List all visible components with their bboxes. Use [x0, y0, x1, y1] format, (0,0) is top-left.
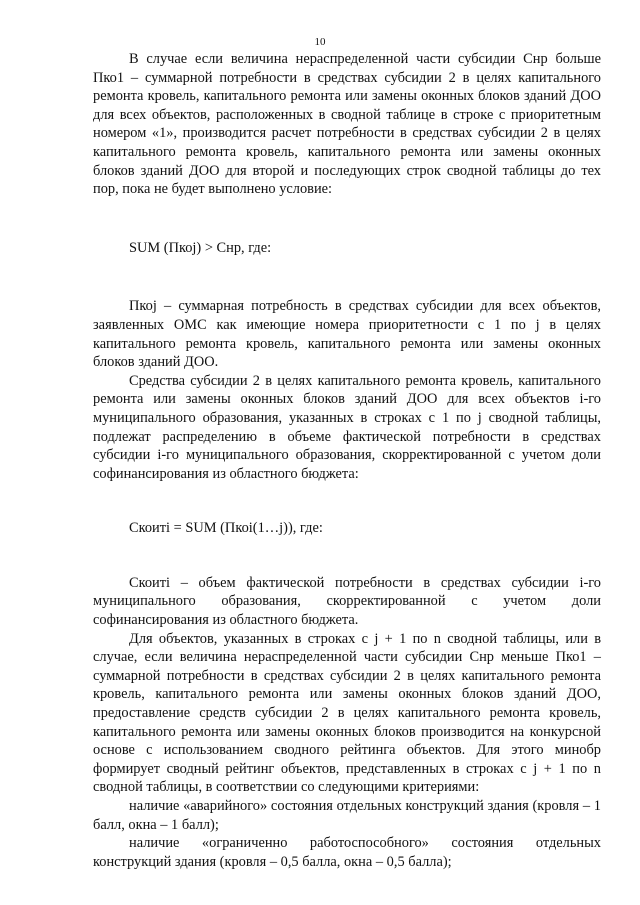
paragraph-subsidy-condition: В случае если величина нераспределенной части субсидии Снр больше Пко1 – суммарной потребности в средствах субсидии 2 в целях капитального ремонта кровель, капитального ремонта или замены оконных блоков зданий ДОО для всех объектов, расположенных в сводной таблице в строке с приоритетным номером «1», производится расчет потребности в средствах субсидии 2 в целях капитального ремонта кровель, капитального ремонта или замены оконных блоков зданий ДОО для второй и последующих строк сводной таблицы до тех пор, пока не будет выполнено условие:: [93, 51, 601, 198]
formula-sum-condition: SUM (Пкоj) > Снр, где:: [129, 239, 272, 256]
criterion-emergency-state: наличие «аварийного» состояния отдельных конструкций здания (кровля – 1 балл, окна – 1 балл);: [93, 798, 601, 833]
paragraph-subsidy-distribution: Средства субсидии 2 в целях капитального ремонта кровель, капитального ремонта или замены оконных блоков зданий ДОО для всех объектов i-го муниципального образования, указанных в строках с 1 по j сводной таблицы, подлежат распределению в объеме фактической потребности в средствах субсидии i-го муниципального образования, скорректированной с учетом доли софинансирования из областного бюджета:: [93, 372, 601, 482]
document-body: [93, 50, 601, 871]
paragraph-skoiti-definition: Скоиті – объем фактической потребности в средствах субсидии і-го муниципального образования, скорректированной с учетом доли софинансирования из областного бюджета.: [93, 574, 601, 629]
page-number: 10: [314, 36, 326, 48]
criterion-limited-state: наличие «ограниченно работоспособного» состояния отдельных конструкций здания (кровля – 0,5 балла, окна – 0,5 балла);: [93, 835, 601, 870]
formula-skoiti: Скоиті = SUM (Пкоі(1…j)), где:: [129, 520, 323, 537]
paragraph-competitive-basis: Для объектов, указанных в строках с j + 1 по n сводной таблицы, или в случае, если величина нераспределенной части субсидии Снр меньше Пко1 – суммарной потребности в средствах субсидии 2 в целях капитального ремонта кровель, капитального ремонта или замены оконных блоков зданий ДОО, предоставление средств субсидии 2 в целях капитального ремонта кровель, капитального ремонта или замены оконных блоков производится на конкурсной основе с использованием сводного рейтинга объектов. Для этого минобр формирует сводный рейтинг объектов, представленных в строках с j + 1 по n сводной таблицы, в соответствии со следующими критериями:: [93, 630, 601, 796]
paragraph-pkoj-definition: Пкоj – суммарная потребность в средствах субсидии для всех объектов, заявленных ОМС как имеющие номера приоритетности с 1 по j в целях капитального ремонта кровель, капитального ремонта или замены оконных блоков зданий ДОО.: [93, 298, 601, 371]
